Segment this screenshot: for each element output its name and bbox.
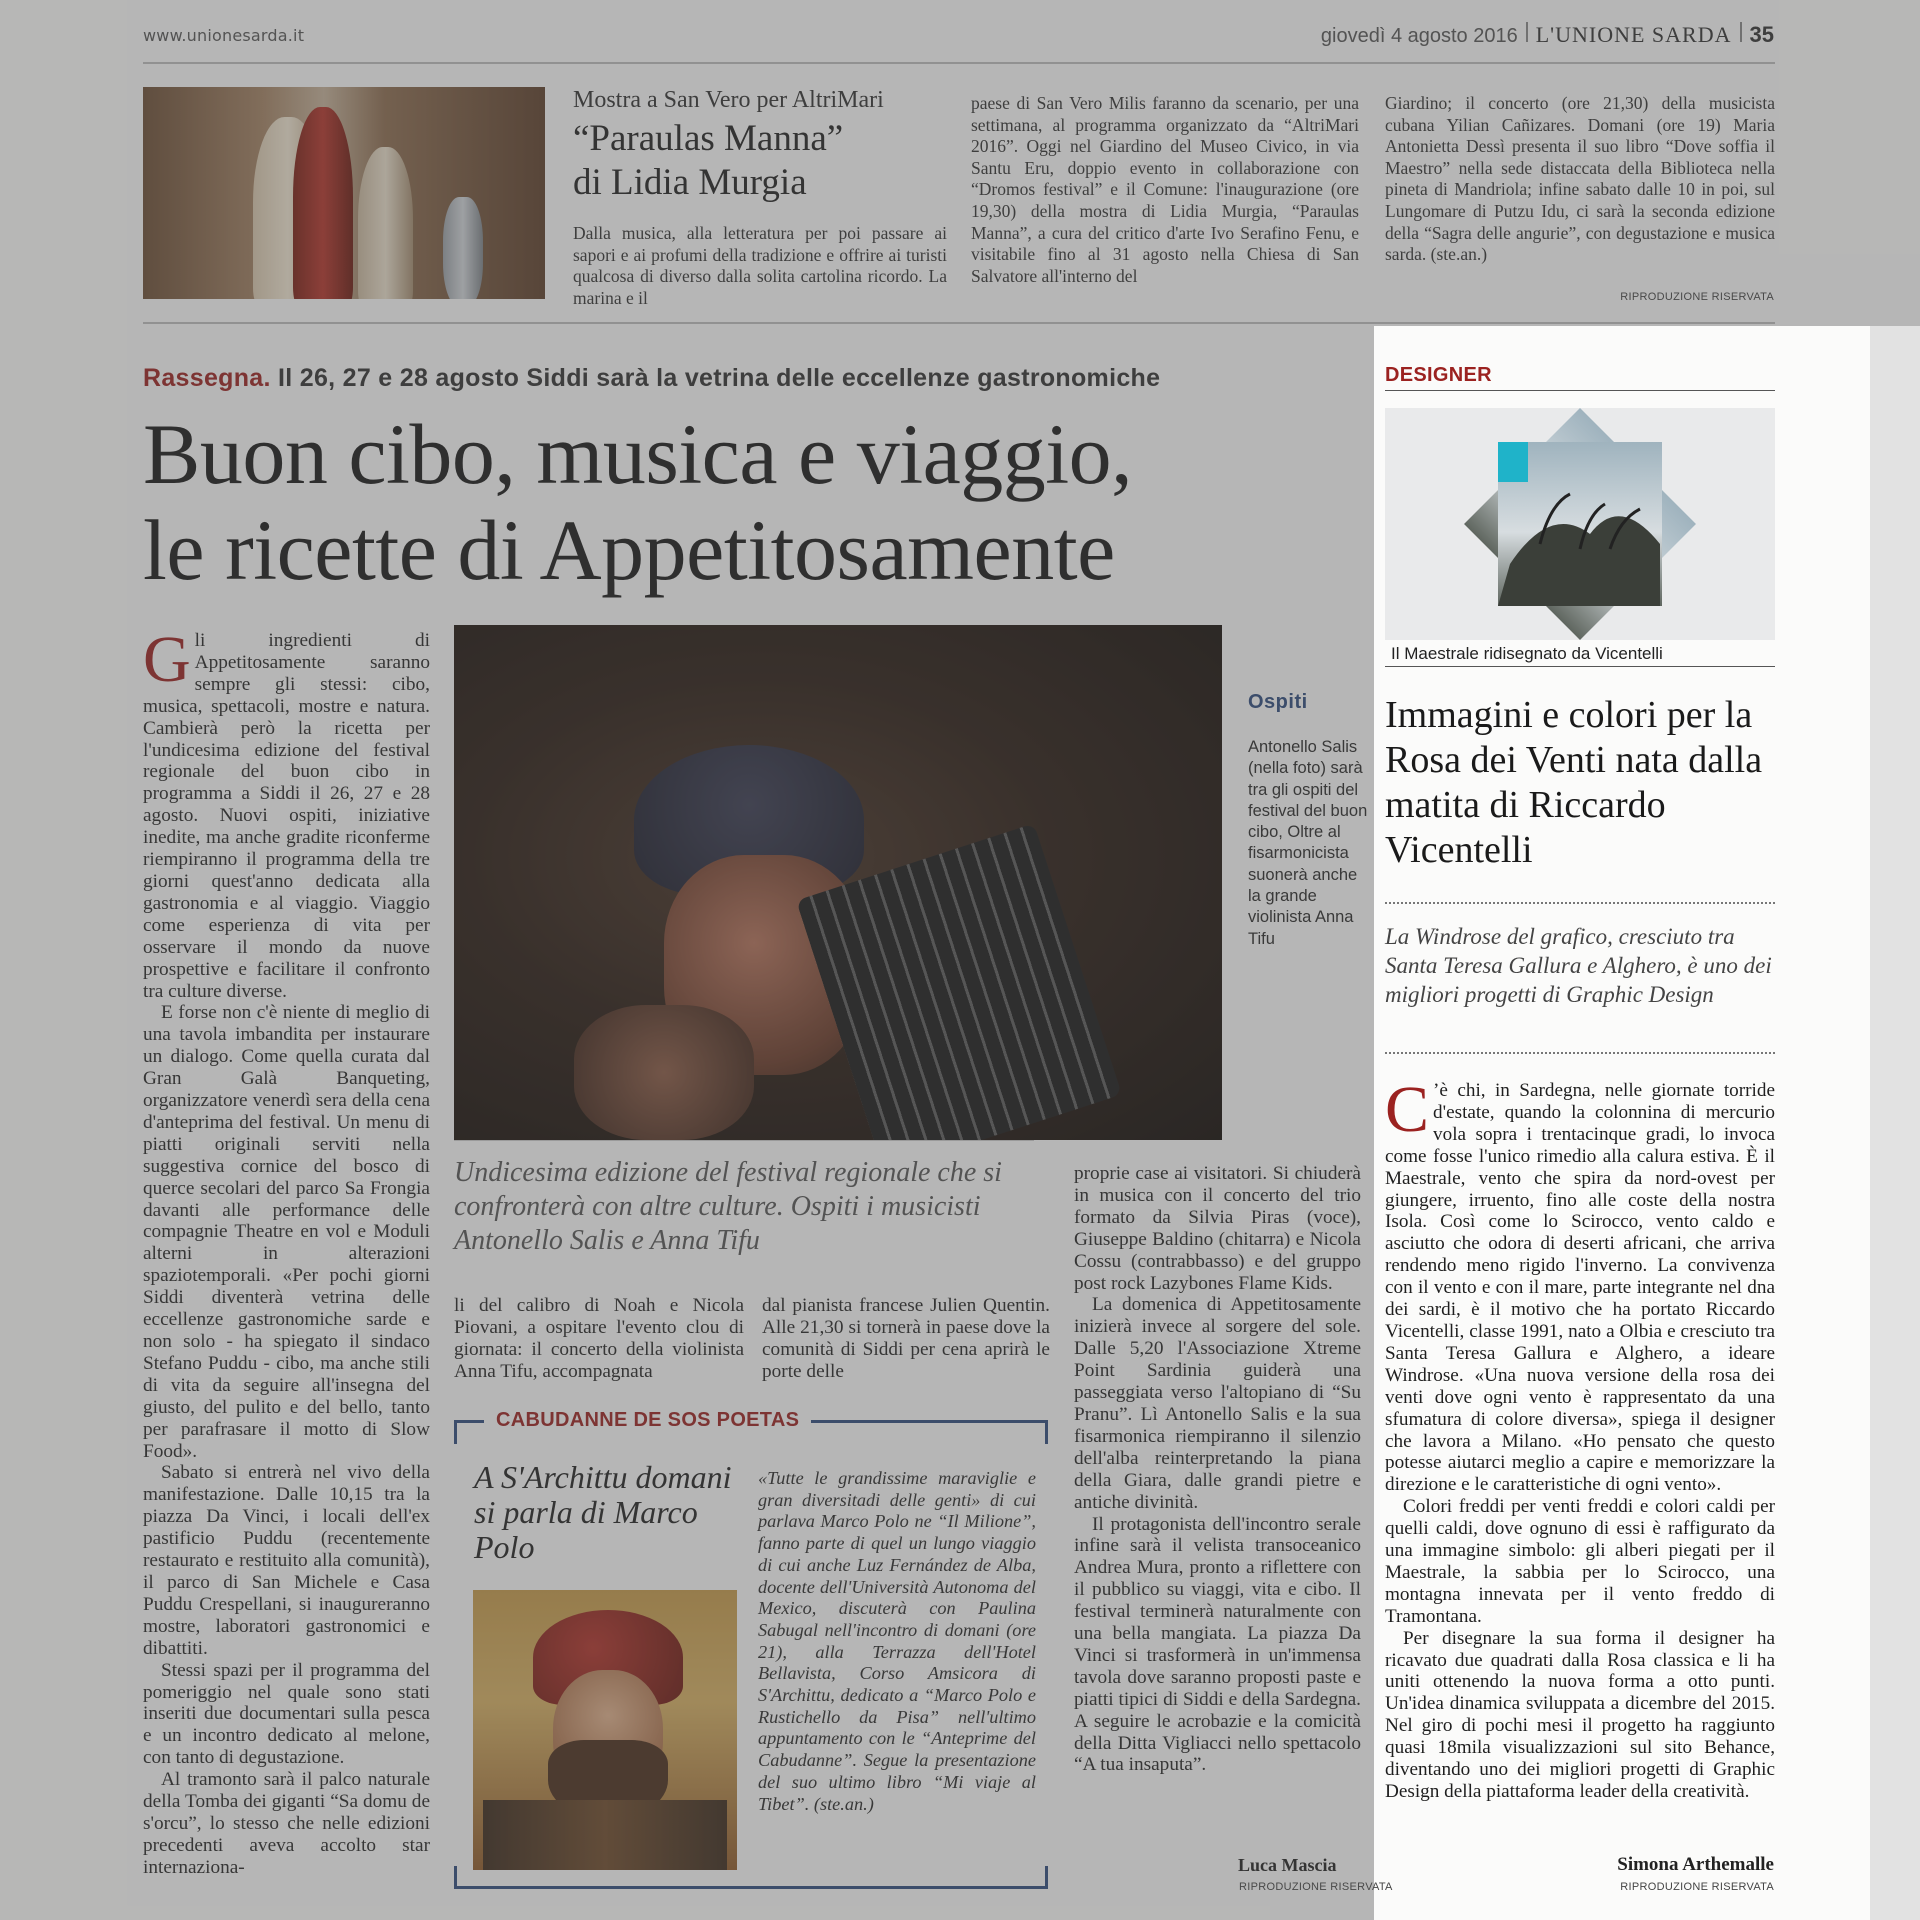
caption-rule (1385, 666, 1775, 667)
sidebar-title: Immagini e colori per la Rosa dei Venti nata dalla matita di Riccardo Vicentelli (1385, 694, 1763, 871)
box-text: «Tutte le grandissime maraviglie e gran diversitadi delle genti» di cui parlava Marco Polo ne “Il Milione”, fanno parte di quel un lungo viaggio di cui anche Luz Fernández de Alba, docente dell'Università Autonoma del Mexico, discuterà con Paulina Sabugal nell'incontro di domani (ore 21), alla Terrazza dell'Hotel Bellavista, Corso Amsicora di S'Archittu, dedicato a “Marco Polo e Rustichello da Pisa” nell'ultimo appuntamento con le “Anteprime del Cabudanne”. Segue la presentazione del suo ultimo libro “Mi viaje al Tibet”. (ste.an.) (758, 1468, 1036, 1814)
dim-overlay-top (1374, 0, 1920, 326)
sidebar-rule (1385, 390, 1775, 391)
dotted-rule (1385, 902, 1775, 904)
sidebar-rights: RIPRODUZIONE RISERVATA (1620, 1881, 1774, 1893)
site-url[interactable]: www.unionesarda.it (143, 26, 305, 45)
top-article-kicker: Mostra a San Vero per AltriMari (573, 87, 884, 113)
dotted-rule (1385, 1052, 1775, 1054)
kicker-text: Il 26, 27 e 28 agosto Siddi sarà la vetrina delle eccellenze gastronomiche (278, 364, 1161, 392)
box-label: CABUDANNE DE SOS POETAS (484, 1409, 811, 1432)
ospiti-label: Ospiti (1248, 691, 1308, 713)
box-title: A S'Archittu domani si parla di Marco Polo (474, 1459, 732, 1565)
ospiti-text: Antonello Salis (nella foto) sarà tra gli ospiti del festival del buon cibo, Oltre al fisarmonicista suonerà anche la grande violinista Anna Tifu (1248, 738, 1368, 948)
main-article-col3: dal pianista francese Julien Quentin. Alle 21,30 si tornerà in paese dove la comunità di Siddi per cena aprirà le porte delle (762, 1295, 1050, 1382)
top-article-col3: Giardino; il concerto (ore 21,30) della musicista cubana Yilian Cañizares. Domani (ore 19) Maria Antonietta Dessì presenta il suo libro “Dove soffia il Maestro” nella sede distaccata della Biblioteca nella pineta di Mandriola; infine sabato dalle 10 in poi, sul Lungomare di Putzu Idu, ci sarà la seconda edizione della “Sagra delle angurie”, con degustazione e musica sarda. (ste.an.) (1385, 93, 1775, 265)
windrose-caption: Il Maestrale ridisegnato da Vicentelli (1391, 644, 1663, 663)
sidebar-body: C ’è chi, in Sardegna, nelle giornate torride d'estate, quando la colonnina di mercurio vola sopra i trentacinque gradi, lo invoca come fosse l'unico rimedio alla calura estiva. È il Maestrale, vento che spira da nord-ovest per giungere, irruento, fino alle coste della nostra Isola. Così come lo Scirocco, vento caldo e asciutto che odora di deserti africani, che arriva rendendo meno rigido l'inverno. La convivenza con il vento e con il mare, parte integrante nel dna dei sardi, è il motivo che ha portato Riccardo Vicentelli, classe 1991, nato a Olbia e cresciuto tra Santa Teresa Gallura e Alghero, a ideare Windrose. «Una nuova versione della rosa dei venti dove ogni vento è rappresentato da una sfumatura di colore diversa», spiega il designer che lavora a Milano. «Ho pensato che questo potesse aiutarci meglio a capire e memorizzare la direzione e le caratteristiche di ogni vento». Colori freddi per venti freddi e colori caldi per quelli caldi, dove ognuno di essi è raffigurato da una immagine simbolo: gli alberi piegati per il Maestrale, la sabbia per lo Scirocco, una montagna innevata per il vento freddo di Tramontana. Per disegnare la sua forma il designer ha ricavato due quadrati dalla Rosa classica e li ha uniti ottenendo la nuova forma a otto punti. Un'idea dinamica sviluppata a dicembre del 2015. Nel giro di pochi mesi il progetto ha raggiunto quasi 18mila visualizzazioni sul sito Behance, diventando uno dei migliori progetti di Graphic Design della piattaforma leader della creatività. (1385, 1073, 1775, 1802)
windrose-image (1385, 408, 1775, 640)
right-gutter (1870, 326, 1920, 1920)
top-article-rights: RIPRODUZIONE RISERVATA (1620, 291, 1774, 303)
main-article-col4: proprie case ai visitatori. Si chiuderà in musica con il concerto del trio formato da Silvia Piras (voce), Giuseppe Baldino (chitarra) e Nicola Cossu (contrabbasso) e del gruppo post rock Lazybones Flame Kids. La domenica di Appetitosamente inizierà invece al sorgere del sole. Dalle 5,20 l'Associazione Xtreme Point Sardinia guiderà una passeggiata verso l'altopiano di “Su Pranu”. Lì Antonello Salis e la sua fisarmonica riempiranno il silenzio dell'alba reinterpretando la piana della Giara, dalle grandi pietre e antiche divinità. Il protagonista dell'incontro serale infine sarà il velista transoceanico Andrea Mura, pronto a riflettere con il pubblico su viaggi, vita e cibo. Il festival terminerà naturalmente con una bella mangiata. La piazza Da Vinci si trasformerà in un'immensa tavola dove saranno proposti paste e piatti tipici di Siddi e della Sardegna. A seguire le acrobazie e la comicità della Ditta Vigliacci nello spettacolo “A tua insaputa”. (1074, 1163, 1361, 1776)
main-headline: Buon cibo, musica e viaggio, le ricette di Appetitosamente (143, 406, 1133, 598)
top-article-col1: Dalla musica, alla letteratura per poi passare ai sapori e ai profumi della tradizione e offrire ai turisti qualcosa di diverso dalla solita cartolina ricordo. La marina e il (573, 223, 947, 308)
sidebar-label: DESIGNER (1385, 364, 1492, 386)
issue-date: giovedì 4 agosto 2016 (1320, 25, 1518, 47)
main-article-rights: RIPRODUZIONE RISERVATA (1239, 1881, 1393, 1893)
top-article-col2: paese di San Vero Milis faranno da scenario, per una settimana, al programma organizzato da “AltriMari 2016”. Oggi nel Giardino del Museo Civico, in via Santu Eru, doppio evento in collaborazione con “Dromos festival” e il Comune: l'inaugurazione (ore 19,30) della mostra di Lidia Murgia, “Paraulas Manna”, a cura del critico d'arte Ivo Serafino Fenu, e visitabile fino al 31 agosto nella Chiesa di San Salvatore all'interno del (971, 93, 1359, 286)
main-article-col2: li del calibro di Noah e Nicola Piovani, a ospitare l'evento clou di giornata: il concerto della violinista Anna Tifu, accompagnata (454, 1295, 744, 1382)
sidebar-author: Simona Arthemalle (1617, 1854, 1774, 1875)
newspaper-name: L'UNIONE SARDA (1535, 22, 1732, 47)
kicker-label: Rassegna. (143, 364, 271, 392)
windrose-star-icon (1385, 408, 1775, 640)
dropcap: G (143, 623, 191, 696)
photo-caption: Undicesima edizione del festival regionale che si confronterà con altre culture. Ospiti i musicisti Antonello Salis e Anna Tifu (454, 1157, 1002, 1256)
top-article-title: “Paraulas Manna” di Lidia Murgia (573, 118, 844, 203)
page-number: 35 (1749, 22, 1774, 47)
sidebar-subtitle: La Windrose del grafico, cresciuto tra Santa Teresa Gallura e Alghero, è uno dei migliori progetti di Graphic Design (1385, 924, 1772, 1007)
main-article-author: Luca Mascia (1238, 1855, 1337, 1875)
main-article-col1: Gli ingredienti di Appetitosamente saranno sempre gli stessi: cibo, musica, spettacoli, mostre e natura. Cambierà però la ricetta per l'undicesima edizione del festival regionale del buon cibo in programma a Siddi il 26, 27 e 28 agosto. Nuovi ospiti, iniziative inedite, ma anche gradite riconferme riempiranno il programma della tre giorni quest'anno dedicata alla gastronomia e al viaggio. Viaggio come esperienza di vita per osservare il mondo da nuove prospettive e facilitare il confronto tra culture diverse. E forse non c'è niente di meglio di una tavola imbandita per instaurare un dialogo. Come quella curata dal Gran Galà Banqueting, organizzatore venerdì sera della cena d'anteprima del festival. Un menu di piatti originali serviti nella suggestiva cornice del bosco di querce secolari del parco Sa Frongia davanti alle performance delle compagnie Theatre en vol e Moduli alterni in alterazioni spaziotemporali. «Per pochi giorni Siddi diventerà vetrina delle eccellenze gastronomiche sarde e non solo - ha spiegato il sindaco Stefano Puddu - cibo, ma anche stili di vita da seguire all'insegna del giusto, del pulito e del bello, tanto per parafrasare il motto di Slow Food». Sabato si entrerà nel vivo della manifestazione. Dalle 10,15 tra la piazza Da Vinci, i locali dell'ex pastificio Puddu (recentemente restaurato e restituito alla comunità), il parco di San Michele e Casa Puddu Crespellani, si inaugureranno mostre, laboratori gastronomici e dibattiti. Stessi spazi per il programma del pomeriggio nel quale sono stati inseriti due documentari sulla pesca e un incontro dedicato al melone, con tanto di degustazione. Al tramonto sarà il palco naturale della Tomba dei giganti “Sa domu de s'orcu”, lo stesso che nelle edizioni precedenti aveva accolto star internaziona- (143, 623, 430, 1878)
dropcap: C (1385, 1073, 1430, 1146)
